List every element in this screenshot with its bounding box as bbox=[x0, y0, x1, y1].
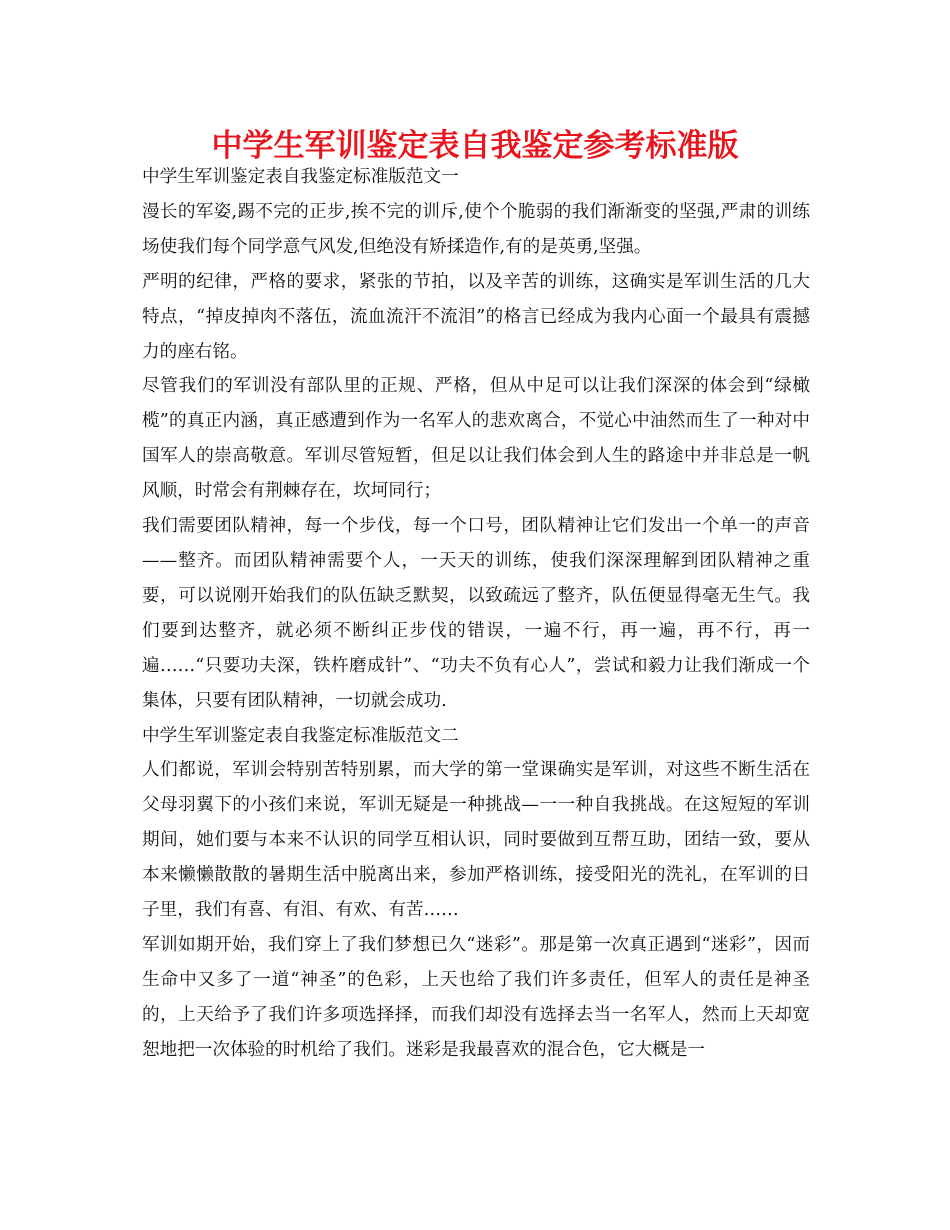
paragraph-heading-2: 中学生军训鉴定表自我鉴定标准版范文二 bbox=[142, 725, 459, 746]
document-body bbox=[142, 160, 810, 1068]
document-title: 中学生军训鉴定表自我鉴定参考标准版 bbox=[211, 128, 739, 164]
paragraph: 尽管我们的军训没有部队里的正规、严格，但从中足可以让我们深深的体会到“绿橄榄”的真正内涵，真正感遭到作为一名军人的悲欢离合，不觉心中油然而生了一种对中国军人的崇高敬意。军训尽管短暂，但足以让我们体会到人生的路途中并非总是一帆风顺，时常会有荆棘存在，坎坷同行； bbox=[142, 376, 810, 502]
paragraph: 漫长的军姿,踢不完的正步,挨不完的训斥,使个个脆弱的我们渐渐变的坚强,严肃的训练场使我们每个同学意气风发,但绝没有矫揉造作,有的是英勇,坚强。 bbox=[142, 201, 810, 257]
paragraph: 人们都说，军训会特别苦特别累，而大学的第一堂课确实是军训，对这些不断生活在父母羽翼下的小孩们来说，军训无疑是一种挑战—一一种自我挑战。在这短短的军训期间，她们要与本来不认识的同学互相认识，同时要做到互帮互助，团结一致，要从本来懒懒散散的暑期生活中脱离出来，参加严格训练，接受阳光的洗礼，在军训的日子里，我们有喜、有泪、有欢、有苦…… bbox=[142, 760, 810, 921]
paragraph: 军训如期开始，我们穿上了我们梦想已久“迷彩”。那是第一次真正遇到“迷彩”，因而生命中又多了一道“神圣”的色彩，上天也给了我们许多责任，但军人的责任是神圣的，上天给予了我们许多项选择择，而我们却没有选择去当一名军人，然而上天却宽恕地把一次体验的时机给了我们。迷彩是我最喜欢的混合色，它大概是一 bbox=[142, 934, 810, 1060]
paragraph: 严明的纪律，严格的要求，紧张的节拍，以及辛苦的训练，这确实是军训生活的几大特点，“掉皮掉肉不落伍，流血流汗不流泪”的格言已经成为我内心面一个最具有震撼力的座右铭。 bbox=[142, 271, 810, 362]
paragraph-heading-1: 中学生军训鉴定表自我鉴定标准版范文一 bbox=[142, 167, 459, 187]
paragraph: 我们需要团队精神，每一个步伐，每一个口号，团队精神让它们发出一个单一的声音——整齐。而团队精神需要个人，一天天的训练，使我们深深理解到团队精神之重要，可以说刚开始我们的队伍缺乏默契，以致疏远了整齐，队伍便显得毫无生气。我们要到达整齐，就必须不断纠正步伐的错误，一遍不行，再一遍，再不行，再一遍……“只要功夫深，铁杵磨成针”、“功夫不负有心人”，尝试和毅力让我们渐成一个集体，只要有团队精神，一切就会成功. bbox=[142, 516, 810, 711]
